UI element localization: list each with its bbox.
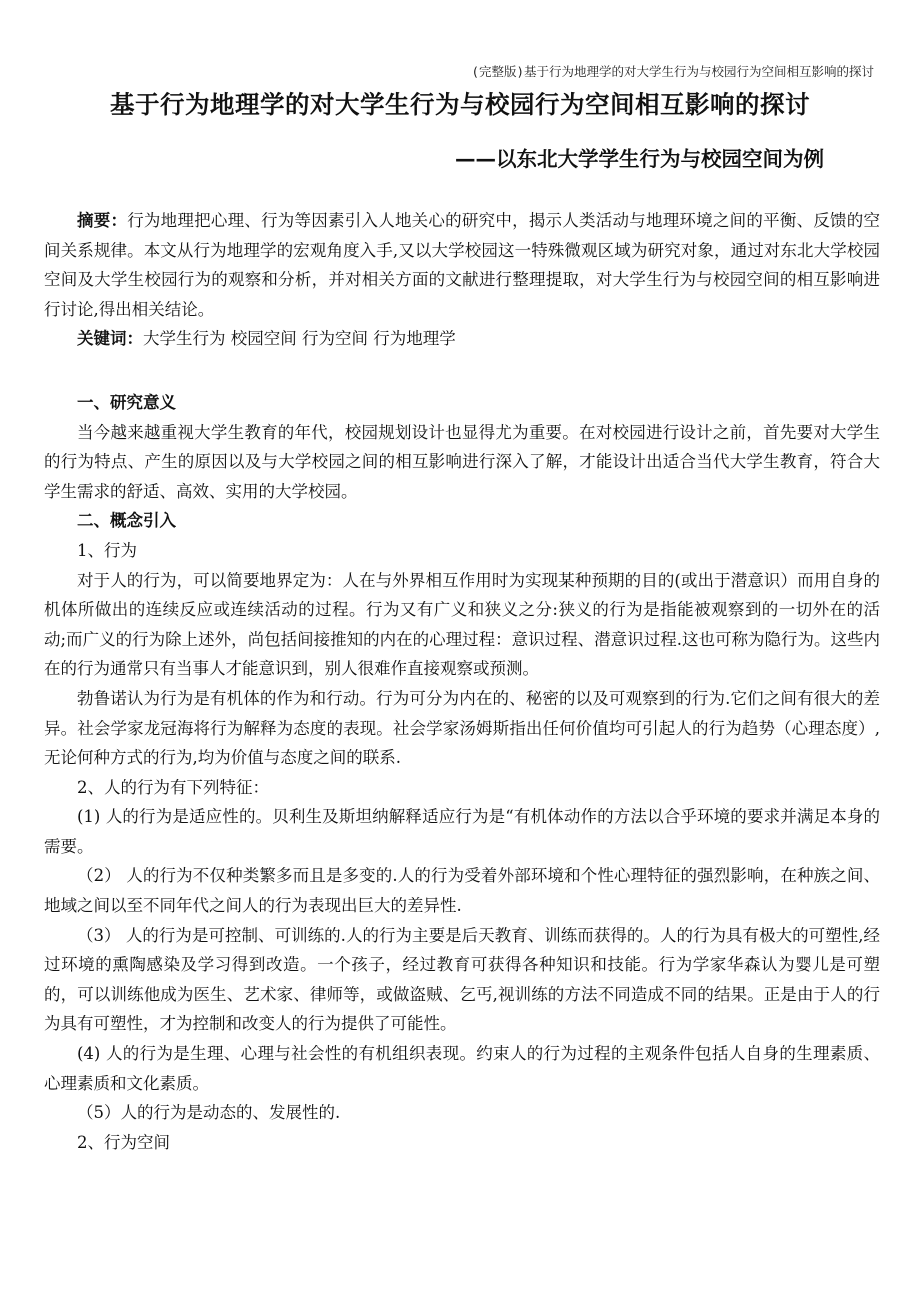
keywords-text: 大学生行为 校园空间 行为空间 行为地理学 [143, 329, 456, 349]
running-header: (完整版)基于行为地理学的对大学生行为与校园行为空间相互影响的探讨 [471, 64, 874, 79]
document-subtitle: ——以东北大学学生行为与校园空间为例 [455, 147, 824, 171]
feature-item-2: （2） 人的行为不仅种类繁多而且是多变的.人的行为受着外部环境和个性心理特征的强烈影响，在种族之间、 地域之间以至不同年代之间人的行为表现出巨大的差异性. [44, 866, 880, 916]
keywords-paragraph [44, 324, 880, 354]
paragraph-behavior-definition: 对于人的行为，可以简要地界定为：人在与外界相互作用时为实现某种预期的目的(或出于潜意识）而用自身的机体所做出的连续反应或连续活动的过程。行为又有广义和狭义之分:狭义的行为是指能被观察到的一切外在的活动;而广义的行为除上述外，尚包括间接推知的内在的心理过程：意识过程、潜意识过程.这也可称为隐行为。这些内在的行为通常只有当事人才能意识到，别人很难作直接观察或预测。 [44, 570, 880, 679]
subheading-behavior-features: 2、人的行为有下列特征： [77, 777, 269, 797]
feature-item-3: （3） 人的行为是可控制、可训练的.人的行为主要是后天教育、训练而获得的。人的行为具有极大的可塑性,经过环境的熏陶感染及学习得到改造。一个孩子，经过教育可获得各种知识和技能。行为学家华森认为婴儿是可塑的，可以训练他成为医生、艺术家、律师等，或做盗贼、乞丐,视训练的方法不同造成不同的结果。正是由于人的行为具有可塑性，才为控制和改变人的行为提供了可能性。 [44, 925, 880, 1034]
subheading-behavior-space: 2、行为空间 [77, 1132, 170, 1152]
abstract-paragraph [44, 206, 880, 324]
subheading-behavior: 1、行为 [77, 540, 137, 560]
abstract-label: 摘要： [77, 211, 128, 230]
feature-item-5: （5）人的行为是动态的、发展性的. [77, 1103, 341, 1123]
section-heading-concepts: 二、概念引入 [77, 511, 176, 531]
document-title: 基于行为地理学的对大学生行为与校园行为空间相互影响的探讨 [110, 90, 810, 119]
feature-item-4: (4) 人的行为是生理、心理与社会性的有机组织表现。约束人的行为过程的主观条件包括人自身的生理素质、心理素质和文化素质。 [44, 1044, 880, 1093]
feature-item-1: (1) 人的行为是适应性的。贝利生及斯坦纳解释适应行为是“有机体动作的方法以合乎环境的要求并满足本身的需要。 [44, 807, 880, 856]
paragraph-significance: 当今越来越重视大学生教育的年代，校园规划设计也显得尤为重要。在对校园进行设计之前，首先要对大学生的行为特点、产生的原因以及与大学校园之间的相互影响进行深入了解，才能设计出适合当代大学生教育，符合大学生需求的舒适、高效、实用的大学校园。 [44, 422, 880, 501]
section-heading-significance: 一、研究意义 [77, 392, 176, 412]
abstract-text: 行为地理把心理、行为等因素引入人地关心的研究中，揭示人类活动与地理环境之间的平衡、反馈的空间关系规律。本文从行为地理学的宏观角度入手,又以大学校园这一特殊微观区域为研究对象，通过对东北大学校园空间及大学生校园行为的观察和分析，并对相关方面的文献进行整理提取，对大学生行为与校园空间的相互影响进行讨论,得出相关结论。 [44, 211, 881, 319]
paragraph-behavior-views: 勃鲁诺认为行为是有机体的作为和行动。行为可分为内在的、秘密的以及可观察到的行为.它们之间有很大的差异。社会学家龙冠海将行为解释为态度的表现。社会学家汤姆斯指出任何价值均可引起人的行为趋势（心理态度）,无论何种方式的行为,均为价值与态度之间的联系. [44, 688, 880, 768]
section-spacer [44, 354, 880, 388]
document-body [44, 206, 880, 1157]
keywords-label: 关键词： [77, 329, 143, 349]
